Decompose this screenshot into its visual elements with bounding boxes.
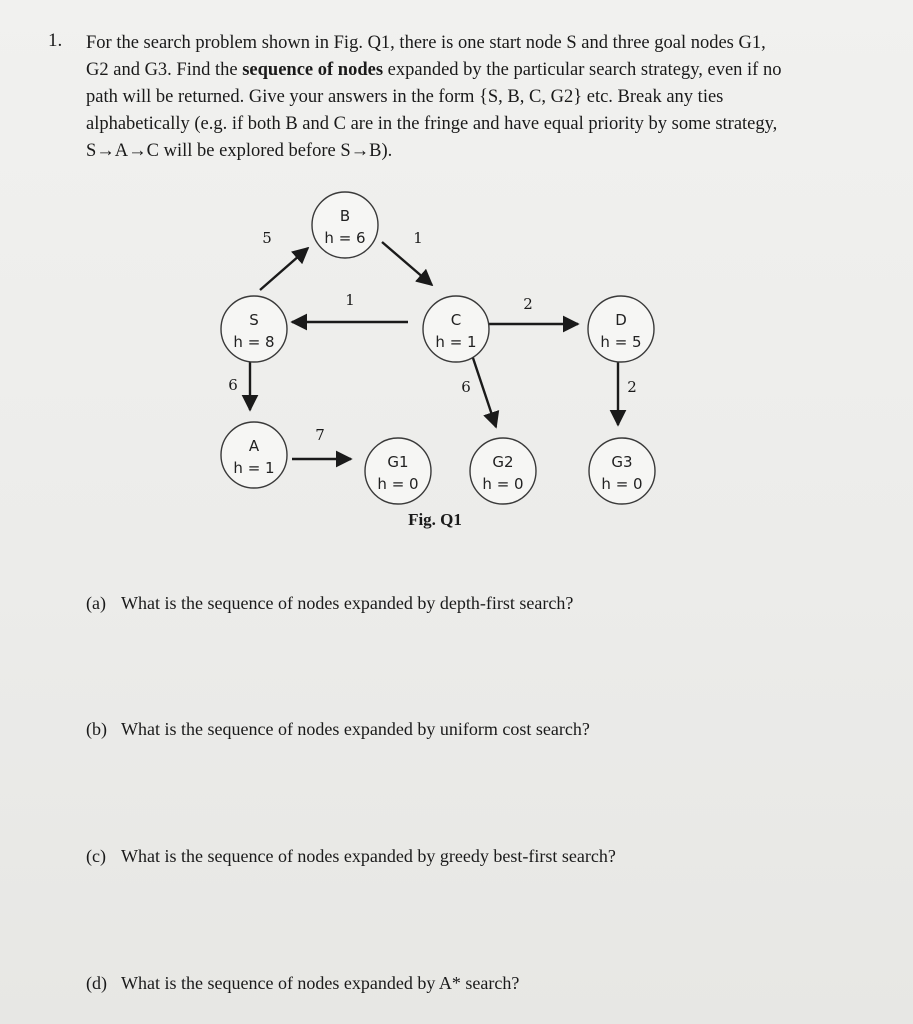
node-heuristic: h = 8 — [233, 333, 275, 351]
node-g1 — [365, 438, 431, 504]
node-d — [588, 296, 654, 362]
edge-cost-label: 7 — [315, 426, 325, 444]
node-circle — [589, 438, 655, 504]
edge-cost-label: 2 — [523, 295, 533, 313]
node-circle — [365, 438, 431, 504]
subquestion-text: What is the sequence of nodes expanded by depth-first search? — [121, 593, 574, 613]
node-heuristic: h = 1 — [435, 333, 477, 351]
edge-cost-label: 6 — [461, 378, 471, 396]
node-name: C — [450, 311, 462, 329]
intro-line: path will be returned. Give your answers in the form {S, B, C, G2} etc. Break any ties — [86, 87, 724, 107]
intro-emphasis: sequence of nodes — [242, 60, 384, 80]
edge-cost-label: 2 — [627, 378, 637, 396]
subquestion-c — [86, 846, 616, 867]
node-heuristic: h = 5 — [600, 333, 642, 351]
node-circle — [221, 296, 287, 362]
node-heuristic: h = 1 — [233, 459, 275, 477]
intro-line: S→A→C will be explored before S→B). — [86, 141, 393, 161]
node-heuristic: h = 0 — [601, 475, 643, 493]
node-g2 — [470, 438, 536, 504]
node-name: A — [248, 437, 260, 455]
figure-caption: Fig. Q1 — [408, 510, 462, 529]
subquestion-a — [86, 593, 573, 614]
node-circle — [312, 192, 378, 258]
node-name: D — [615, 311, 627, 329]
node-name: G2 — [492, 453, 514, 471]
subquestion-text: What is the sequence of nodes expanded by greedy best-first search? — [121, 846, 616, 866]
subquestion-d — [86, 973, 519, 994]
question-number: 1. — [48, 30, 63, 51]
intro-text: G2 and G3. Find the — [86, 60, 243, 80]
edge-c-to-g2-arrow — [472, 355, 496, 427]
node-b — [312, 192, 378, 258]
edge-cost-label: 1 — [345, 291, 355, 309]
edge-cost-label: 5 — [262, 229, 272, 247]
node-circle — [423, 296, 489, 362]
subquestion-b — [86, 719, 590, 740]
subquestion-label: (c) — [86, 846, 106, 866]
edge-b-to-c-arrow — [382, 242, 432, 285]
node-heuristic: h = 0 — [482, 475, 524, 493]
search-graph — [200, 185, 680, 505]
intro-line — [86, 57, 831, 84]
node-s — [221, 296, 287, 362]
node-c — [423, 296, 489, 362]
node-circle — [470, 438, 536, 504]
intro-line: For the search problem shown in Fig. Q1, there is one start node S and three goal nodes G1, — [86, 33, 766, 53]
edge-cost-label: 6 — [228, 376, 238, 394]
subquestion-text: What is the sequence of nodes expanded by uniform cost search? — [121, 719, 590, 739]
subquestion-label: (d) — [86, 973, 107, 993]
subquestion-label: (a) — [86, 593, 106, 613]
intro-text: expanded by the particular search strategy, even if no — [383, 60, 782, 80]
node-name: G1 — [387, 453, 409, 471]
node-name: S — [249, 311, 259, 329]
node-a — [221, 422, 287, 488]
node-heuristic: h = 6 — [324, 229, 366, 247]
edge-s-to-b-arrow — [260, 248, 308, 290]
subquestion-text: What is the sequence of nodes expanded by A* search? — [121, 973, 520, 993]
node-heuristic: h = 0 — [377, 475, 419, 493]
node-name: G3 — [611, 453, 633, 471]
question-intro — [86, 30, 831, 165]
node-g3 — [589, 438, 655, 504]
subquestion-label: (b) — [86, 719, 107, 739]
node-circle — [221, 422, 287, 488]
node-circle — [588, 296, 654, 362]
edge-cost-label: 1 — [413, 229, 423, 247]
intro-line: alphabetically (e.g. if both B and C are in the fringe and have equal priority by some strategy, — [86, 114, 778, 134]
node-name: B — [339, 207, 351, 225]
